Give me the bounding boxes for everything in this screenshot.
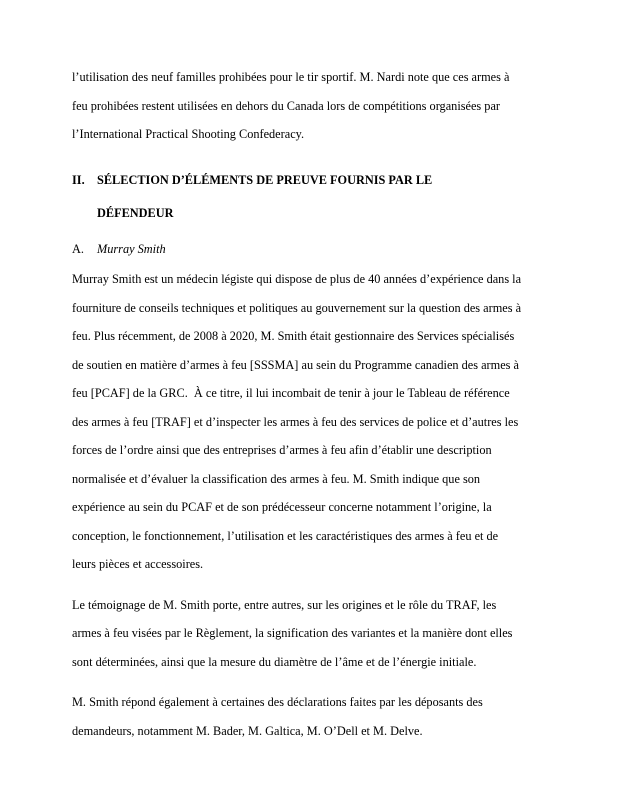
text-line: DÉFENDEUR (97, 205, 174, 220)
text-line: demandeurs, notamment M. Bader, M. Galtica, M. O’Dell et M. Delve. (72, 723, 423, 738)
paragraph-murray-smith-bio (72, 265, 567, 579)
text-line: des armes à feu [TRAF] et d’inspecter les armes à feu des services de police et d’autres les (72, 414, 519, 429)
text-line: M. Smith répond également à certaines des déclarations faites par les déposants des (72, 695, 483, 709)
text-line: leurs pièces et accessoires. (72, 557, 204, 571)
subsection-title: Murray Smith (97, 241, 166, 256)
text-line: forces de l’ordre ainsi que des entreprises d’armes à feu afin d’établir une description (72, 443, 492, 457)
text-line: fourniture de conseils techniques et politiques au gouvernement sur la question des armes à (72, 300, 522, 315)
text-line: l’International Practical Shooting Confederacy. (72, 127, 305, 141)
paragraph-responses-to-deponents (72, 688, 567, 745)
subsection-letter: A. (72, 241, 84, 256)
paragraph-testimony-scope (72, 591, 567, 677)
text-line: Murray Smith est un médecin légiste qui dispose de plus de 40 années d’expérience dans la (72, 272, 522, 286)
subsection-heading (72, 235, 567, 264)
text-line: conception, le fonctionnement, l’utilisation et les caractéristiques des armes à feu et de (72, 528, 499, 543)
section-heading (72, 164, 567, 230)
text-line: feu [PCAF] de la GRC. À ce titre, il lui incombait de tenir à jour le Tableau de référence (72, 386, 510, 400)
text-line: Le témoignage de M. Smith porte, entre autres, sur les origines et le rôle du TRAF, les (72, 597, 497, 612)
text-line: l’utilisation des neuf familles prohibées pour le tir sportif. M. Nardi note que ces armes à (72, 70, 510, 84)
text-line: de soutien en matière d’armes à feu [SSSMA] au sein du Programme canadien des armes à (72, 357, 519, 372)
text-line: armes à feu visées par le Règlement, la signification des variantes et la manière dont elles (72, 626, 513, 640)
section-number: II. (72, 172, 85, 187)
intro-paragraph (72, 63, 567, 149)
section-heading-text (97, 164, 432, 230)
text-line: SÉLECTION D’ÉLÉMENTS DE PREUVE FOURNIS PAR LE (97, 172, 433, 187)
text-line: feu prohibées restent utilisées en dehors du Canada lors de compétitions organisées par (72, 98, 500, 113)
text-line: feu. Plus récemment, de 2008 à 2020, M. Smith était gestionnaire des Services spécialisés (72, 329, 515, 343)
text-line: sont déterminées, ainsi que la mesure du diamètre de l’âme et de l’énergie initiale. (72, 654, 477, 669)
text-line: expérience au sein du PCAF et de son prédécesseur concerne notamment l’origine, la (72, 500, 492, 514)
text-line: normalisée et d’évaluer la classification des armes à feu. M. Smith indique que son (72, 471, 481, 486)
